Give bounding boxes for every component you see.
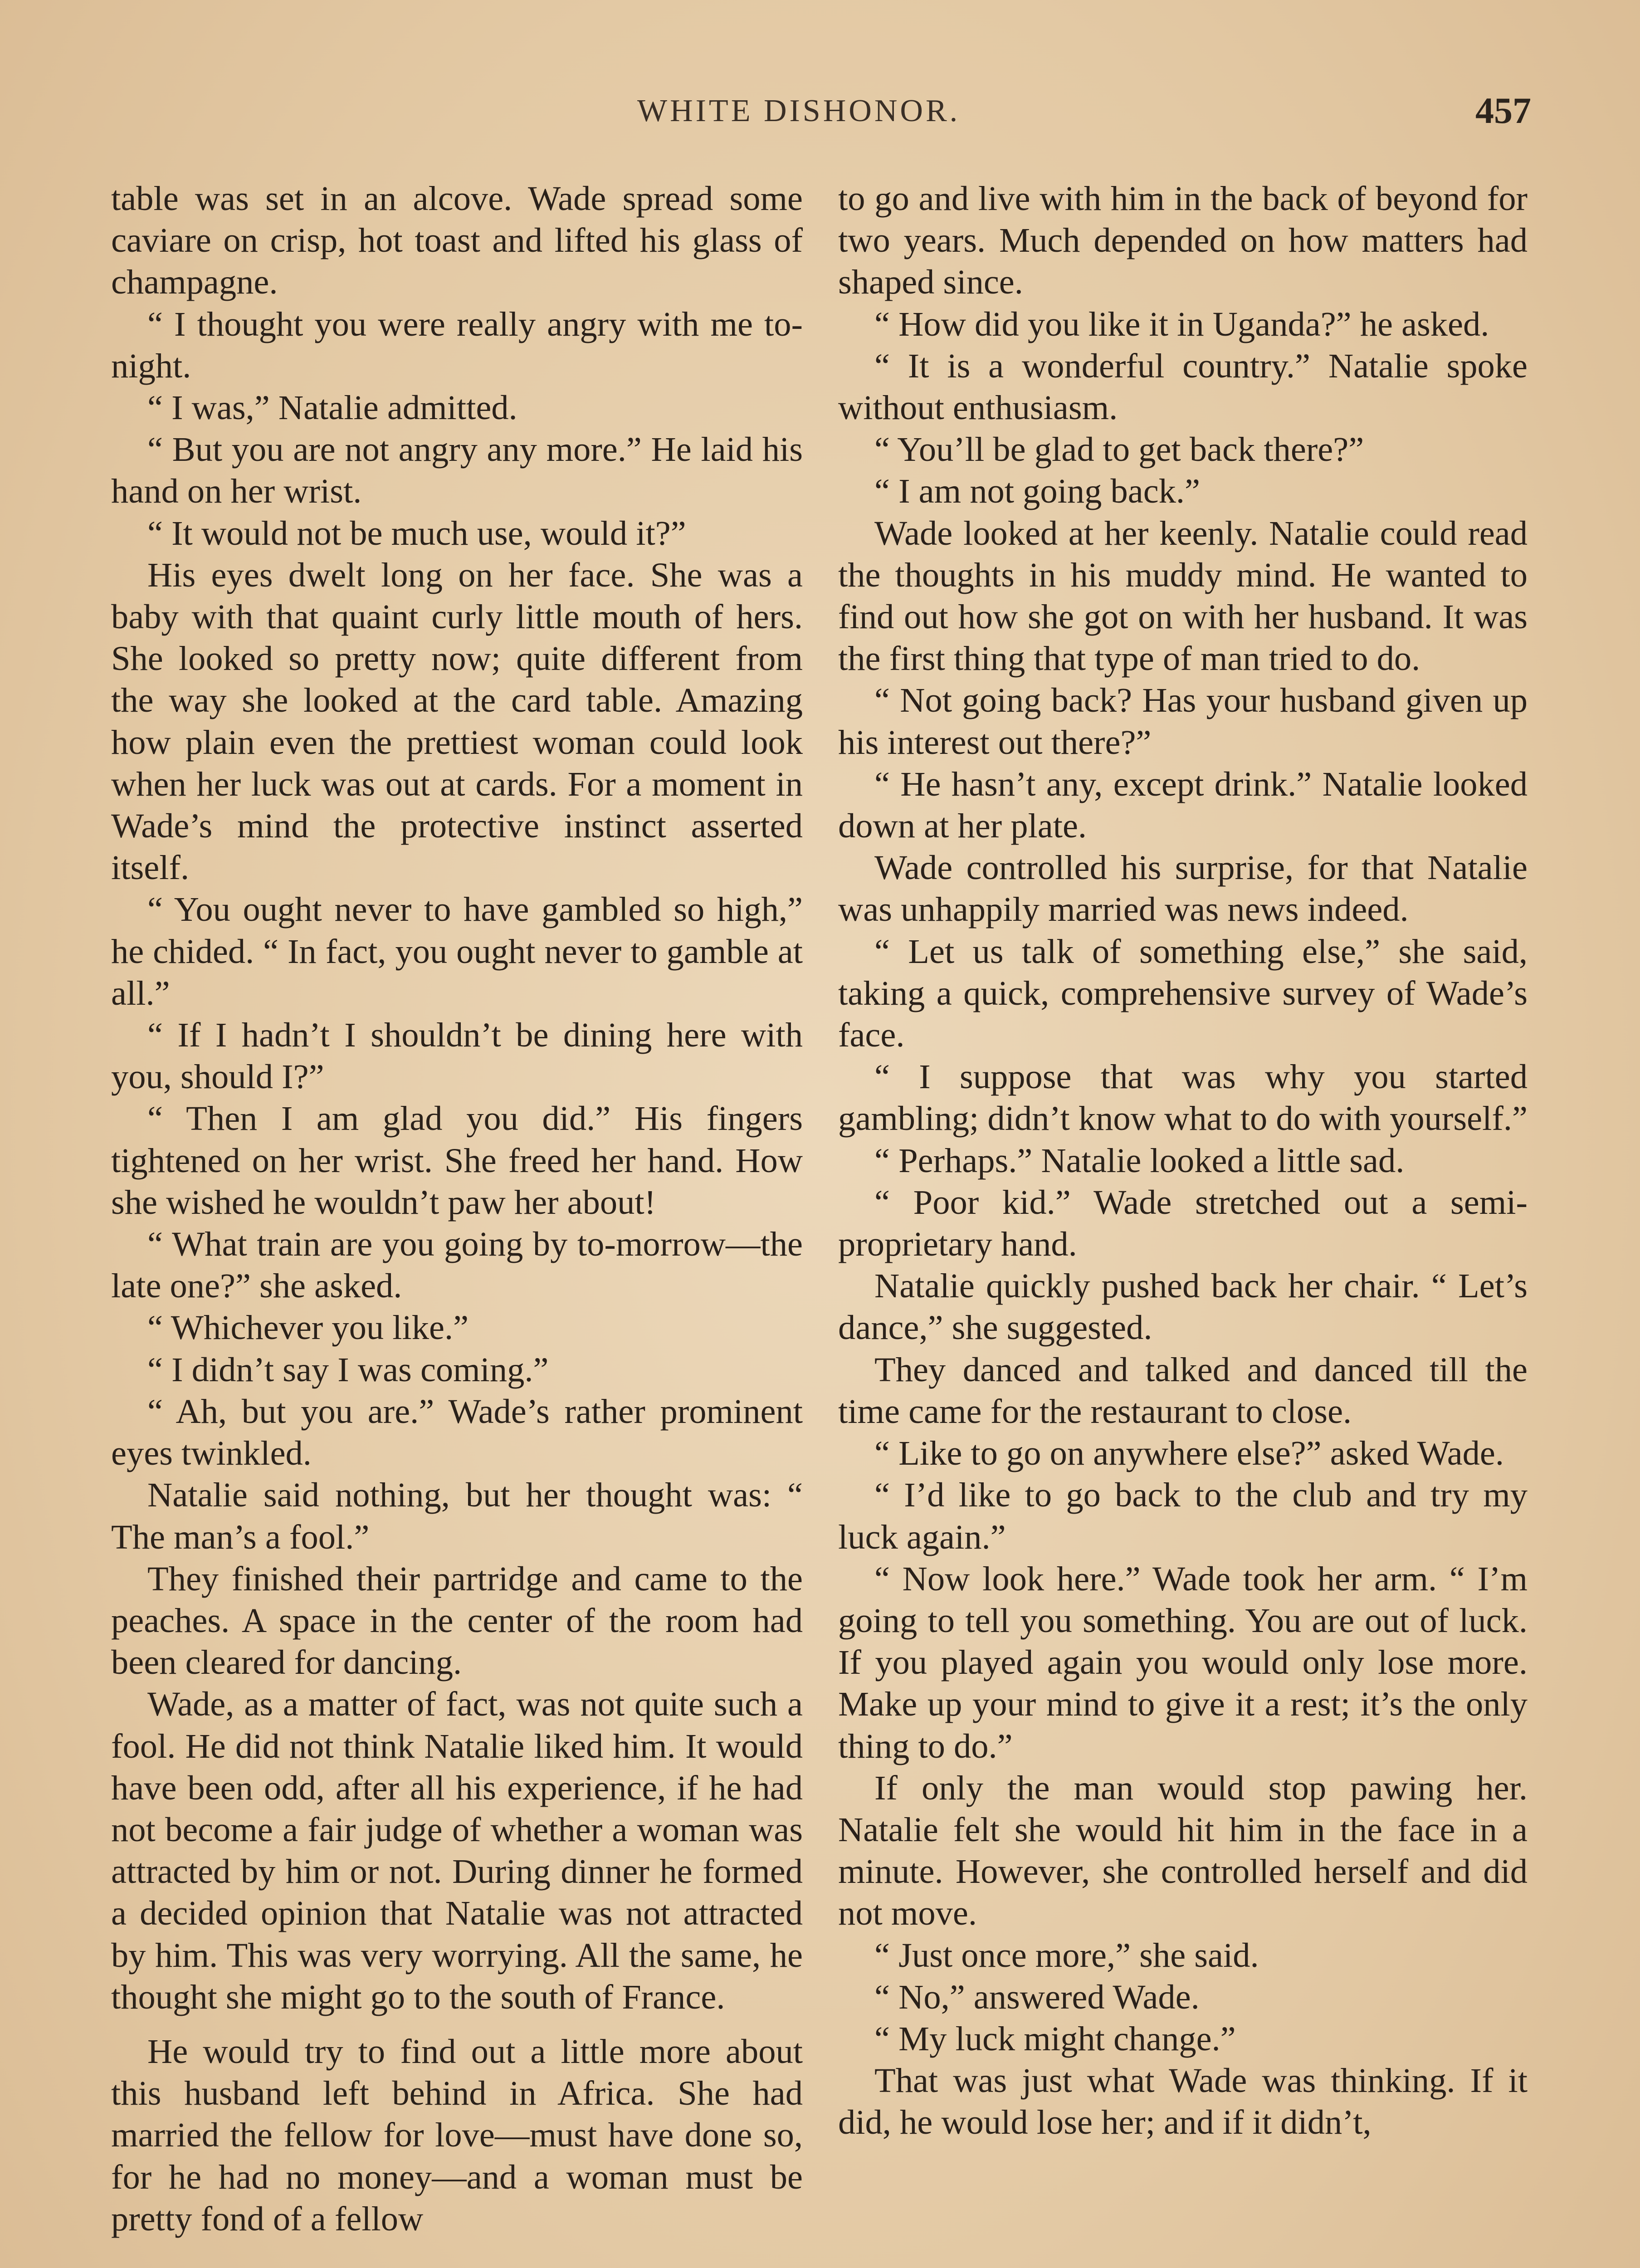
page-number: 457 bbox=[1475, 90, 1531, 131]
paragraph: Wade looked at her keenly. Natalie could read the thoughts in his muddy mind. He wanted to find out how she got on with her husband. It was the first thing that type of man tried to do. bbox=[838, 513, 1528, 678]
paragraph: “ How did you like it in Uganda?” he asked. bbox=[874, 304, 1489, 343]
paragraph: “ I was,” Natalie admitted. bbox=[147, 388, 517, 427]
paragraph: “ Perhaps.” Natalie looked a little sad. bbox=[874, 1141, 1405, 1180]
paragraph: Wade controlled his surprise, for that Natalie was unhappily married was news indeed. bbox=[838, 848, 1528, 929]
paragraph: That was just what Wade was thinking. If it did, he would lose her; and if it didn’t, bbox=[838, 2061, 1528, 2142]
paragraph: “ Whichever you like.” bbox=[147, 1308, 469, 1347]
paragraph: They finished their partridge and came to the peaches. A space in the center of the room had been cleared for dancing. bbox=[111, 1559, 803, 1682]
paragraph: They danced and talked and danced till the time came for the restaurant to close. bbox=[838, 1350, 1528, 1431]
paragraph: “ But you are not angry any more.” He laid his hand on her wrist. bbox=[111, 430, 803, 511]
paragraph: “ If I hadn’t I shouldn’t be dining here with you, should I?” bbox=[111, 1016, 803, 1096]
paragraph: “ I am not going back.” bbox=[874, 472, 1201, 511]
paragraph: “ Poor kid.” Wade stretched out a semi-proprietary hand. bbox=[838, 1183, 1528, 1264]
paragraph: “ It would not be much use, would it?” bbox=[147, 513, 686, 552]
paragraph: to go and live with him in the back of beyond for two years. Much depended on how matters had shaped since. bbox=[838, 179, 1528, 302]
paragraph: “ My luck might change.” bbox=[874, 2019, 1236, 2058]
paragraph: “ Then I am glad you did.” His fingers tightened on her wrist. She freed her hand. How she wished he wouldn’t paw her about! bbox=[111, 1099, 803, 1222]
paragraph: Wade, as a matter of fact, was not quite such a fool. He did not think Natalie liked him. It would have been odd, after all his experience, if he had not become a fair judge of whether a woman was attracted by him or not. During dinner he formed a decided opinion that Natalie was not attracted by him. This was very worrying. All the same, he thought she might go to the south of France. bbox=[111, 1685, 803, 2016]
paragraph: Natalie quickly pushed back her chair. “ Let’s dance,” she suggested. bbox=[838, 1266, 1528, 1347]
page-header bbox=[0, 90, 1640, 147]
paragraph: Natalie said nothing, but her thought was: “ The man’s a fool.” bbox=[111, 1476, 803, 1556]
paragraph: “ I’d like to go back to the club and try my luck again.” bbox=[838, 1476, 1528, 1556]
paragraph: “ No,” answered Wade. bbox=[874, 1977, 1200, 2016]
paragraph: “ I suppose that was why you started gambling; didn’t know what to do with yourself.” bbox=[838, 1057, 1528, 1138]
right-column bbox=[838, 178, 1528, 2144]
paragraph: His eyes dwelt long on her face. She was a baby with that quaint curly little mouth of hers. She looked so pretty now; quite different from the way she looked at the card table. Amazing how plain even the prettiest woman could look when her luck was out at cards. For a moment in Wade’s mind the protective instinct asserted itself. bbox=[111, 555, 803, 887]
paragraph: “ You’ll be glad to get back there?” bbox=[874, 430, 1364, 469]
paragraph: “ Just once more,” she said. bbox=[874, 1936, 1259, 1975]
paragraph: “ What train are you going by to-morrow—the late one?” she asked. bbox=[111, 1225, 803, 1305]
paragraph: “ Let us talk of something else,” she said, taking a quick, comprehensive survey of Wade’s face. bbox=[838, 932, 1528, 1055]
paragraph: “ He hasn’t any, except drink.” Natalie looked down at her plate. bbox=[838, 764, 1528, 846]
paragraph: He would try to find out a little more about this husband left behind in Africa. She had married the fellow for love—must have done so, for he had no money—and a woman must be pretty fond of a fellow bbox=[111, 2032, 803, 2238]
paragraph: “ I didn’t say I was coming.” bbox=[147, 1350, 549, 1389]
running-title: WHITE DISHONOR. bbox=[637, 93, 961, 128]
paragraph: If only the man would stop pawing her. Natalie felt she would hit him in the face in a minute. However, she controlled herself and did not move. bbox=[838, 1768, 1528, 1933]
paragraph: “ Like to go on anywhere else?” asked Wade. bbox=[874, 1434, 1504, 1473]
paragraph: “ Not going back? Has your husband given up his interest out there?” bbox=[838, 681, 1528, 762]
paragraph: “ It is a wonderful country.” Natalie spoke without enthusiasm. bbox=[838, 346, 1528, 427]
paragraph: “ You ought never to have gambled so high,” he chided. “ In fact, you ought never to gamble at all.” bbox=[111, 890, 803, 1012]
paragraph: “ Now look here.” Wade took her arm. “ I’m going to tell you something. You are out of luck. If you played again you would only lose more. Make up your mind to give it a rest; it’s the only thing to do.” bbox=[838, 1559, 1528, 1765]
paragraph: table was set in an alcove. Wade spread some caviare on crisp, hot toast and lifted his glass of champagne. bbox=[111, 179, 803, 302]
paragraph: “ I thought you were really angry with me to-night. bbox=[111, 304, 803, 385]
left-column bbox=[111, 178, 803, 2240]
paragraph: “ Ah, but you are.” Wade’s rather prominent eyes twinkled. bbox=[111, 1392, 803, 1473]
